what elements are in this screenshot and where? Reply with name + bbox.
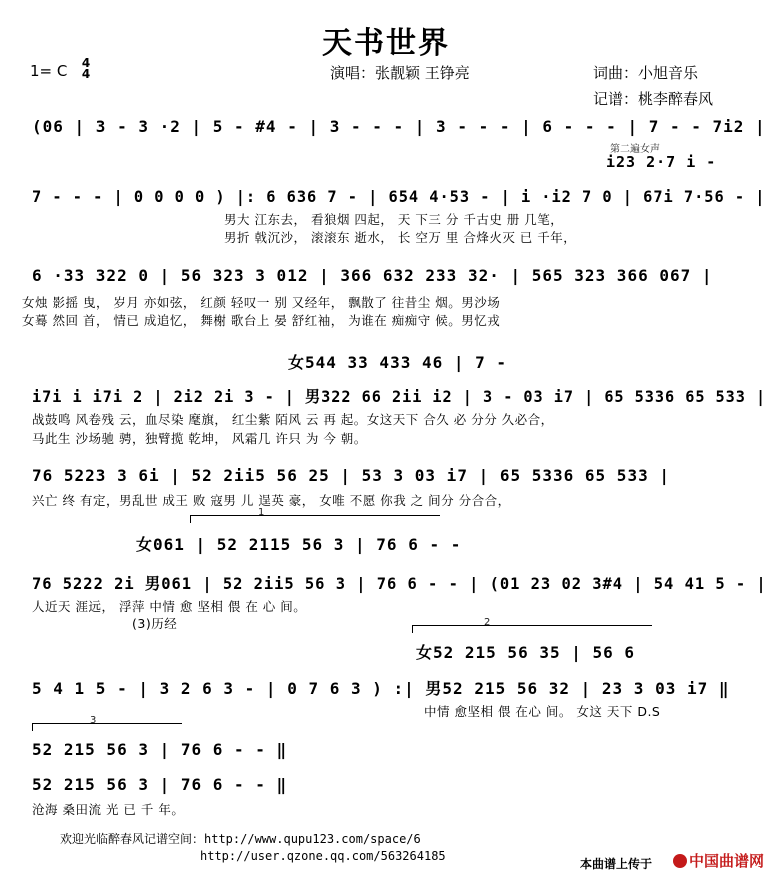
staff-above-7: 女52 215 56 35 | 56 6: [416, 643, 636, 662]
staff-above-1: i23 2·7 i -: [606, 153, 717, 171]
staff-line-6: 76 5222 2i 男061 | 52 2ii5 56 3 | 76 6 - - | (01 23 02 3#4 | 54 41 5 - |: [32, 574, 767, 593]
staff-above-4: 女544 33 433 46 | 7 -: [288, 353, 508, 372]
key-signature: 1= C: [30, 62, 68, 80]
transcriber: 记谱：桃李醉春风: [593, 90, 714, 108]
lyrics-2a: 男大 江东去， 看狼烟 四起， 天 下三 分 千古史 册 几笔，: [224, 212, 564, 227]
lyrics-3b: 女蓦 然回 首， 情已 成追忆， 舞榭 歌台上 晏 舒红袖， 为谁在 痴痴守 候。男忆戎: [22, 313, 501, 328]
volta-1-label: 1: [258, 507, 265, 518]
staff-line-8b: 52 215 56 3 | 76 6 - - ‖: [32, 775, 288, 794]
lyrics-4a: 战鼓鸣 风卷残 云，血尽染 麾旗， 红尘紫 陌风 云 再 起。女这天下 合久 必 分分 久必合，: [32, 412, 554, 427]
lyrics-6b: (3)历经: [132, 616, 178, 631]
lyrics-7a: 中情 愈坚相 偎 在心 间。 女这 天下 D.S: [424, 704, 661, 719]
volta-3-label: 3: [90, 715, 97, 726]
footer-link-2[interactable]: http://user.qzone.qq.com/563264185: [200, 849, 446, 863]
volta-2-label: 2: [484, 617, 491, 628]
volta-3-bracket: [32, 723, 182, 724]
volta-2-tick: [412, 625, 413, 633]
lyrics-6a: 人近天 涯远， 浮萍 中情 愈 坚相 偎 在 心 间。: [32, 599, 307, 614]
song-title: 天书世界: [322, 26, 450, 61]
composer: 词曲：小旭音乐: [593, 64, 699, 82]
staff-line-8a: 52 215 56 3 | 76 6 - - ‖: [32, 740, 288, 759]
staff-line-3: 6 ·33 322 0 | 56 323 3 012 | 366 632 233 32· | 565 323 366 067 |: [32, 266, 713, 285]
lyrics-8a: 沧海 桑田流 光 已 千 年。: [32, 802, 185, 817]
staff-above-6: 女061 | 52 2115 56 3 | 76 6 - -: [136, 535, 462, 554]
annotation-second-female: 第二遍女声: [610, 144, 660, 155]
lyrics-4b: 马此生 沙场驰 骋，独臂揽 乾坤， 风霜几 许只 为 今 朝。: [32, 431, 367, 446]
staff-line-1: (06 | 3 - 3 ·2 | 5 - #4 - | 3 - - - | 3 - - - | 6 - - - | 7 - - 7i2 |: [32, 117, 766, 136]
lyrics-3a: 女烛 影摇 曳， 岁月 亦如弦， 红颜 轻叹一 别 又经年， 飘散了 往昔尘 烟。男沙场: [22, 295, 501, 310]
staff-line-2: 7 - - - | 0 0 0 0 ) |: 6 636 7 - | 654 4·53 - | i ·i2 7 0 | 67i 7·56 - |: [32, 187, 766, 206]
footer-link-1[interactable]: 欢迎光临醉春风记谱空间：http://www.qupu123.com/space/6: [60, 832, 421, 846]
singers: 演唱：张靓颖 王铮亮: [330, 64, 470, 82]
lyrics-2b: 男折 戟沉沙， 滚滚东 逝水， 长 空万 里 合烽火灭 已 千年，: [224, 230, 577, 245]
time-signature: 4 4: [81, 56, 91, 81]
volta-3-tick: [32, 723, 33, 731]
staff-line-5: 76 5223 3 6i | 52 2ii5 56 25 | 53 3 03 i7 | 65 5336 65 533 |: [32, 466, 670, 485]
volta-1-bracket: [190, 515, 440, 516]
upload-text: 本曲谱上传于: [579, 857, 652, 871]
volta-1-tick: [190, 515, 191, 523]
volta-2-bracket: [412, 625, 652, 626]
logo-icon: [673, 854, 687, 868]
site-logo[interactable]: 中国曲谱网: [673, 850, 764, 871]
staff-line-7: 5 4 1 5 - | 3 2 6 3 - | 0 7 6 3 ) :| 男52 215 56 32 | 23 3 03 i7 ‖: [32, 679, 730, 698]
lyrics-5a: 兴亡 终 有定，男乱世 成王 败 寇男 儿 逞英 豪， 女唯 不愿 你我 之 间分 分合合，: [32, 493, 511, 508]
staff-line-4: i7i i i7i 2 | 2i2 2i 3 - | 男322 66 2ii i2 | 3 - 03 i7 | 65 5336 65 533 |: [32, 387, 767, 406]
